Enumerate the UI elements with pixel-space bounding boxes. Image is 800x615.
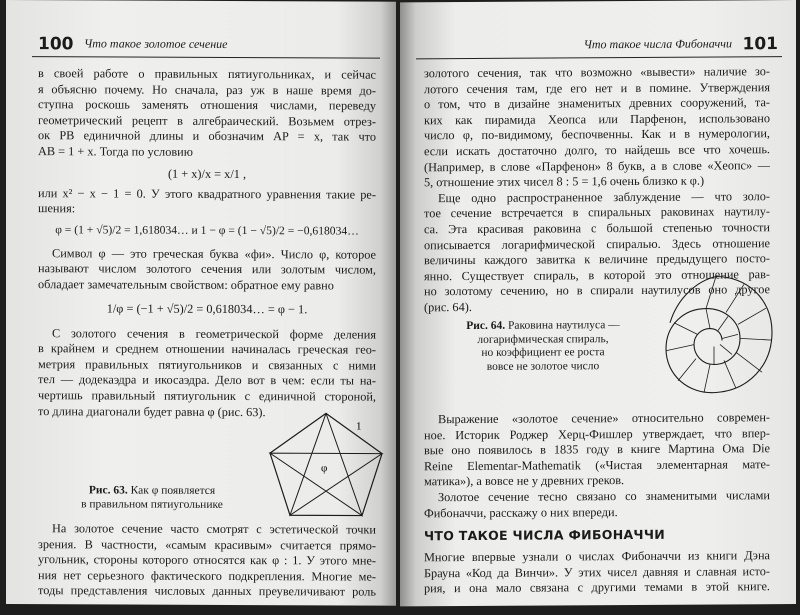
shell-septa [666,276,772,393]
text-line: или x² − x − 1 = 0. У этого квадратного уравнения такие ре- [38,185,376,202]
text-line: золотого сечения, так что возможно «вывести» наличие зо- [424,64,770,81]
text-line: (рис. 64). [424,299,472,315]
text-line: я объясню почему. Но сначала, раз уж в наше время до- [38,81,376,98]
page-number: 101 [742,34,778,55]
text-line: ния нет серьезного фактического подкрепления. Многие ме- [38,567,376,584]
caption-line: но коэффициент ее роста [481,346,605,359]
diagonal-label: φ [321,462,328,475]
left-page-header [32,28,380,59]
pentagon-figure [264,409,388,520]
text-line: называют числом золотого сечения или золотым числом, [38,261,376,277]
text-line: са. Эта красивая раковина с большой степенью точности [424,220,770,237]
caption-line: логарифмическая спираль, [477,332,609,346]
text-line: тое сечение встречается в спиральных раковинах наутилу- [424,204,770,221]
right-page [400,0,796,606]
text-line: тел — додекаэдра и икосаэдра. Дело вот в чем: если ты на- [38,372,376,388]
text-line: (Например, в слове «Парфенон» 8 букв, а в слове «Хеопс» — [424,157,770,174]
text-line: в крайнем и среднем отношении начиналась греческая гео- [38,341,376,357]
left-text-top [38,66,376,421]
text-line: чертишь правильный пятиугольник с единичной стороной, [38,388,376,404]
text-line: янно. Существует спираль, в которой это отношение рав- [424,266,770,283]
text-line: Еще одно распространенное заблуждение — что золо- [438,188,770,205]
figure-64-caption [454,319,632,374]
text-line: рия, и она мало связана с другими темами в этой книге. [424,579,770,596]
text-line: но золотому сечению, но в спирали наутилусов оно другое [424,282,770,299]
text-line: матика»), а вовсе не у древних греков. [424,473,625,489]
text-line: описывается логарифмической спиралью. Здесь отношение [424,235,770,252]
text-line: ное. Историк Роджер Херц-Фишлер утверждает, что впер- [424,425,770,442]
text-line: Брауна «Код да Винчи». У этих чисел давняя и славная исто- [424,563,770,580]
right-page-header [416,28,782,59]
left-text-bottom [38,521,376,600]
text-line: величины каждого завитка к величине предыдущего посто- [424,251,770,268]
caption-line: Раковина наутилуса — [507,319,620,332]
text-line: о том, что в дизайне знаменитых древних сооружений, та- [424,95,770,112]
text-line: то длина диагонали будет равна φ (рис. 63). [38,403,266,419]
text-line: число φ, по-видимому, беспочвенны. Как и в нумерологии, [424,126,770,143]
text-line: Символ φ — это греческая буква «фи». Число φ, которое [52,245,376,262]
text-line: С золотого сечения в геометрической форме деления [52,325,376,342]
running-title: Что такое числа Фибоначчи [583,36,732,52]
text-line: если искать достаточно долго, то найдешь все что хочешь. [424,142,770,159]
text-line: угольник, стороны которого относятся как φ : 1. У этого мне- [38,552,376,568]
text-line: обладает замечательным свойством: обратное ему равно [38,277,334,293]
text-line: Выражение «золотое сечение» относительно современ- [438,410,770,427]
text-line: ких как пирамида Хеопса или Парфенон, использовано [424,110,770,128]
section-heading: ЧТО ТАКОЕ ЧИСЛА ФИБОНАЧЧИ [424,526,665,544]
text-line: AB = 1 + x. Тогда по условию [38,144,193,159]
formula-reciprocal: 1/φ = (−1 + √5)/2 = 0,618034… = φ − 1. [106,300,308,316]
side-label: 1 [356,420,362,433]
text-line: ок PB единичной длины и обозначим AP = x, так что [38,128,376,144]
text-line: метрия правильных пятиугольников и связанных с ними [38,356,376,373]
text-line: Фибоначчи, расскажу о них впереди. [424,504,618,520]
text-line: ступна роскошь заменять отношения числами, переведу [38,97,376,113]
caption-line: в правильном пятиугольнике [81,497,223,511]
text-line: вые оно появилось в 1835 году в книге Мартина Ома Die [424,441,770,458]
text-line: На золотое сечение часто смотрят с эстетической точки [52,521,376,537]
text-line: тоды представления числовых данных преувеличивают роль [38,583,376,599]
nautilus-shell-figure [658,272,778,399]
text-line: лотого сечения там, где его нет и в помине. Утверждения [424,79,770,96]
left-page [6,0,396,606]
formula-roots: φ = (1 + √5)/2 = 1,618034… и 1 − φ = (1 − √5)/2 = −0,618034… [55,222,359,238]
text-line: шения: [38,201,76,216]
figure-label: Рис. 63. [88,484,128,497]
formula-ratio: (1 + x)/x = x/1 , [167,166,247,181]
right-text-bottom [424,548,770,597]
text-line: Reine Elementar-Mathematik («Чистая элементарная мате- [424,456,770,474]
text-line: геометрический рецепт в алгебраический. Возьмем отрез- [38,112,376,129]
text-line: 5, отношение этих чисел 8 : 5 = 1,6 очень близко к φ.) [424,173,705,190]
text-line: Золотое сечение тесно связано со знаменитыми числами [438,488,770,505]
text-line: в своей работе о правильных пятиугольниках, и сейчас [38,66,376,82]
text-line: Многие впервые узнали о числах Фибоначчи из книги Дэна [424,548,770,565]
caption-line: вовсе не золотое число [486,359,600,373]
running-title: Что такое золотое сечение [84,36,228,51]
page-number: 100 [38,34,74,55]
right-text-middle [424,410,770,521]
figure-63-caption [72,484,232,512]
figure-label: Рис. 64. [466,319,506,333]
text-line: зрения. В частности, «самым красивым» считается прямо- [38,536,376,553]
caption-line: Как φ появляется [130,484,216,497]
